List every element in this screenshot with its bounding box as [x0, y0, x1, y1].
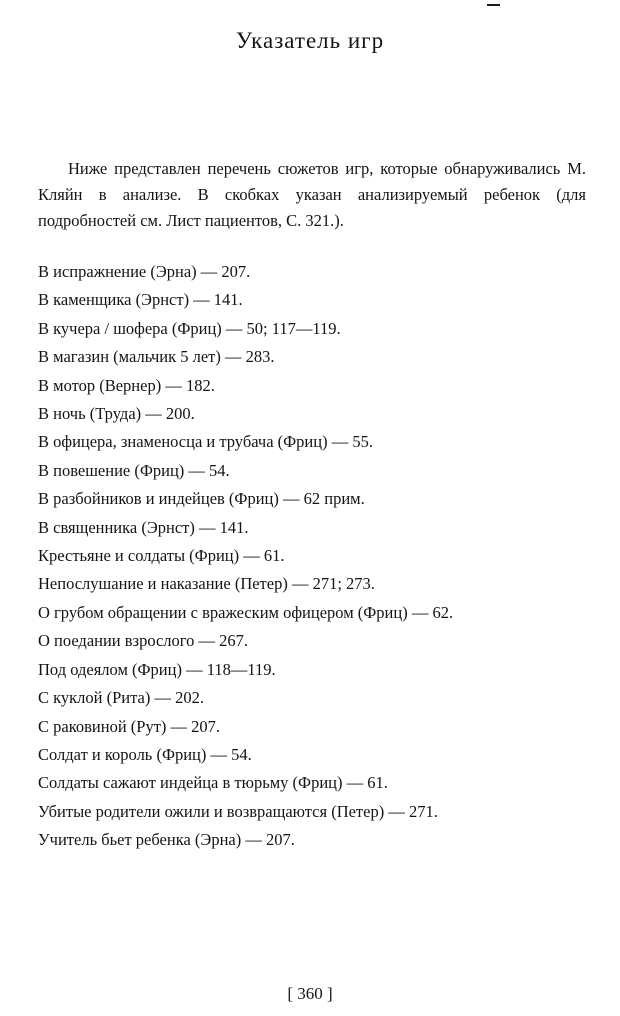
- index-entry: Солдат и король (Фриц) — 54.: [38, 744, 252, 764]
- index-entry: В мотор (Вернер) — 182.: [38, 375, 215, 395]
- index-entry: В разбойников и индейцев (Фриц) — 62 прим.: [38, 489, 365, 509]
- index-entry: Крестьяне и солдаты (Фриц) — 61.: [38, 546, 285, 566]
- intro-paragraph: Ниже представлен перечень сюжетов игр, которые обнаруживались М. Кляйн в анализе. В скобках указан анализируемый ребенок (для подробностей см. Лист пациентов, С. 321.).: [38, 159, 586, 230]
- index-entry: В магазин (мальчик 5 лет) — 283.: [38, 347, 275, 367]
- index-entry: В кучера / шофера (Фриц) — 50; 117—119.: [38, 318, 341, 338]
- index-entry: В священника (Эрнст) — 141.: [38, 517, 249, 537]
- index-entry: С раковиной (Рут) — 207.: [38, 716, 221, 736]
- index-entry: О поедании взрослого — 267.: [38, 631, 249, 651]
- index-entry: В испражнение (Эрна) — 207.: [38, 262, 251, 281]
- index-entry: В ночь (Труда) — 200.: [38, 404, 195, 424]
- index-entry: В каменщика (Эрнст) — 141.: [38, 290, 243, 310]
- index-entry: В повешение (Фриц) — 54.: [38, 460, 230, 480]
- index-entry: В офицера, знаменосца и трубача (Фриц) — 55.: [38, 432, 373, 452]
- page-title: Указатель игр: [235, 28, 385, 53]
- game-index-list: [38, 258, 598, 855]
- index-entry: Солдаты сажают индейца в тюрьму (Фриц) — 61.: [38, 773, 388, 793]
- header-dash-mark: [487, 4, 500, 6]
- index-entry: Под одеялом (Фриц) — 118—119.: [38, 659, 276, 679]
- index-entry: С куклой (Рита) — 202.: [38, 688, 204, 708]
- index-entry: Убитые родители ожили и возвращаются (Петер) — 271.: [38, 801, 438, 821]
- index-entry: О грубом обращении с вражеским офицером (Фриц) — 62.: [38, 602, 454, 622]
- page-number: [ 360 ]: [287, 984, 333, 1003]
- index-entry: Непослушание и наказание (Петер) — 271; 273.: [38, 574, 375, 594]
- index-entry: Учитель бьет ребенка (Эрна) — 207.: [38, 830, 295, 850]
